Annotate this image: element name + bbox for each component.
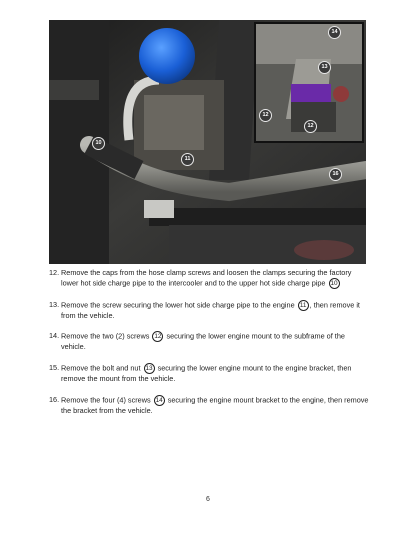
instruction-steps <box>49 268 369 427</box>
callout-11: 11 <box>181 153 194 166</box>
step-text: Remove the four (4) screws 14 securing the engine mount bracket to the engine, then remove the bracket from the vehicle. <box>61 395 369 415</box>
engine-bay-photo <box>49 20 366 264</box>
callout-16: 16 <box>329 168 342 181</box>
ref-callout-14: 14 <box>155 396 163 404</box>
step-15 <box>49 363 369 384</box>
step-16 <box>49 395 369 416</box>
step-text: Remove the caps from the hose clamp screws and loosen the clamps securing the factory lower hot side charge pipe to the intercooler and to the upper hot side charge pipe 10 <box>61 268 352 288</box>
ref-callout-13: 13 <box>145 365 153 373</box>
callout-10: 10 <box>92 137 105 150</box>
callout-12-left: 12 <box>259 109 272 122</box>
ref-callout-12: 12 <box>154 333 162 341</box>
step-number: 15. <box>49 363 60 373</box>
step-13 <box>49 300 369 321</box>
step-number: 16. <box>49 394 60 404</box>
ref-callout-10: 10 <box>330 280 338 288</box>
step-text: Remove the screw securing the lower hot side charge pipe to the engine 11 , then remove it from the vehicle. <box>61 300 360 320</box>
step-number: 14. <box>49 331 60 341</box>
callout-12-right: 12 <box>304 120 317 133</box>
step-text: Remove the two (2) screws 12 securing the lower engine mount to the subframe of the vehicle. <box>61 331 345 352</box>
callout-13: 13 <box>318 61 331 74</box>
step-12 <box>49 268 369 289</box>
step-number: 13. <box>49 299 60 309</box>
page-number: 6 <box>206 496 210 503</box>
step-text: Remove the bolt and nut 13 securing the lower engine mount to the engine bracket, then remove the mount from the vehicle. <box>61 363 352 384</box>
ref-callout-11: 11 <box>298 300 309 311</box>
callout-14: 14 <box>328 26 341 39</box>
step-14 <box>49 331 369 352</box>
step-number: 12. <box>49 268 60 277</box>
